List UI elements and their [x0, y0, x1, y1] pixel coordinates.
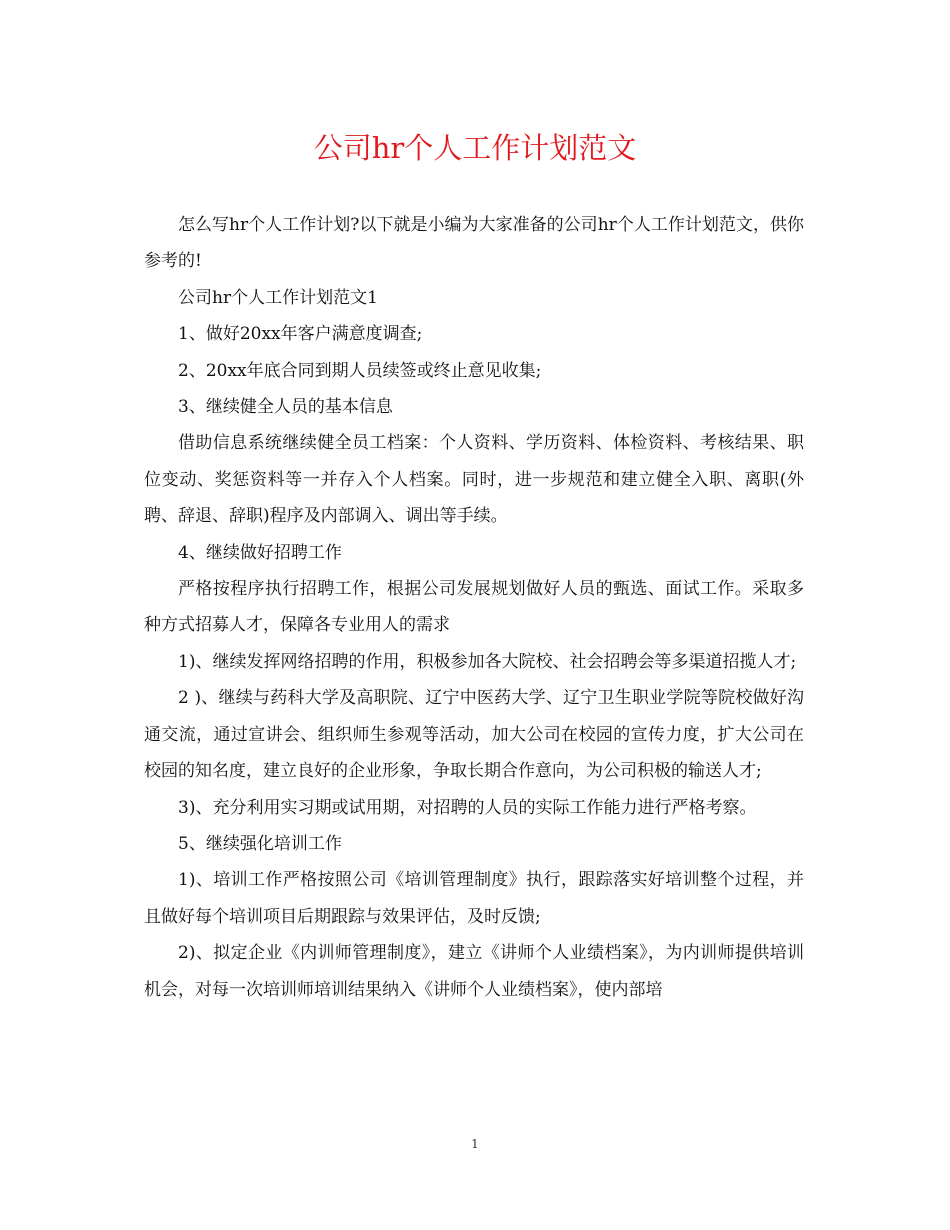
paragraph-item-1: 1、做好20xx年客户满意度调查;	[178, 324, 423, 345]
paragraph-item-3: 3、继续健全人员的基本信息	[178, 397, 393, 418]
page-number: 1	[471, 1137, 479, 1151]
paragraph-item-4-sub-2: 2 )、继续与药科大学及高职院、辽宁中医药大学、辽宁卫生职业学院等院校做好沟通交流，通过宣讲会、组织师生参观等活动，加大公司在校园的宣传力度，扩大公司在校园的知名度，建立良好的企业形象，争取长期合作意向，为公司积极的输送人才;	[144, 688, 804, 782]
paragraph-item-4-detail: 严格按程序执行招聘工作，根据公司发展规划做好人员的甄选、面试工作。采取多种方式招募人才，保障各专业用人的需求	[144, 579, 804, 636]
document-body	[144, 207, 804, 1008]
paragraph-item-5-sub-2: 2)、拟定企业《内训师管理制度》，建立《讲师个人业绩档案》，为内训师提供培训机会，对每一次培训师培训结果纳入《讲师个人业绩档案》，使内部培	[144, 943, 804, 1000]
paragraph-item-4-sub-3: 3)、充分利用实习期或试用期，对招聘的人员的实际工作能力进行严格考察。	[178, 797, 757, 818]
paragraph-section-heading: 公司hr个人工作计划范文1	[178, 287, 378, 308]
paragraph-item-4: 4、继续做好招聘工作	[178, 542, 342, 563]
document-title: 公司hr个人工作计划范文	[313, 131, 637, 165]
paragraph-intro: 怎么写hr个人工作计划?以下就是小编为大家准备的公司hr个人工作计划范文，供你参考的!	[144, 215, 804, 272]
paragraph-item-3-detail: 借助信息系统继续健全员工档案：个人资料、学历资料、体检资料、考核结果、职位变动、奖惩资料等一并存入个人档案。同时，进一步规范和建立健全入职、离职(外聘、辞退、辞职)程序及内部调入、调出等手续。	[144, 433, 804, 527]
paragraph-item-4-sub-1: 1)、继续发挥网络招聘的作用，积极参加各大院校、社会招聘会等多渠道招揽人才;	[178, 651, 797, 672]
paragraph-item-2: 2、20xx年底合同到期人员续签或终止意见收集;	[178, 360, 542, 381]
paragraph-item-5-sub-1: 1)、培训工作严格按照公司《培训管理制度》执行，跟踪落实好培训整个过程，并且做好每个培训项目后期跟踪与效果评估，及时反馈;	[144, 870, 804, 927]
paragraph-item-5: 5、继续强化培训工作	[178, 833, 342, 854]
